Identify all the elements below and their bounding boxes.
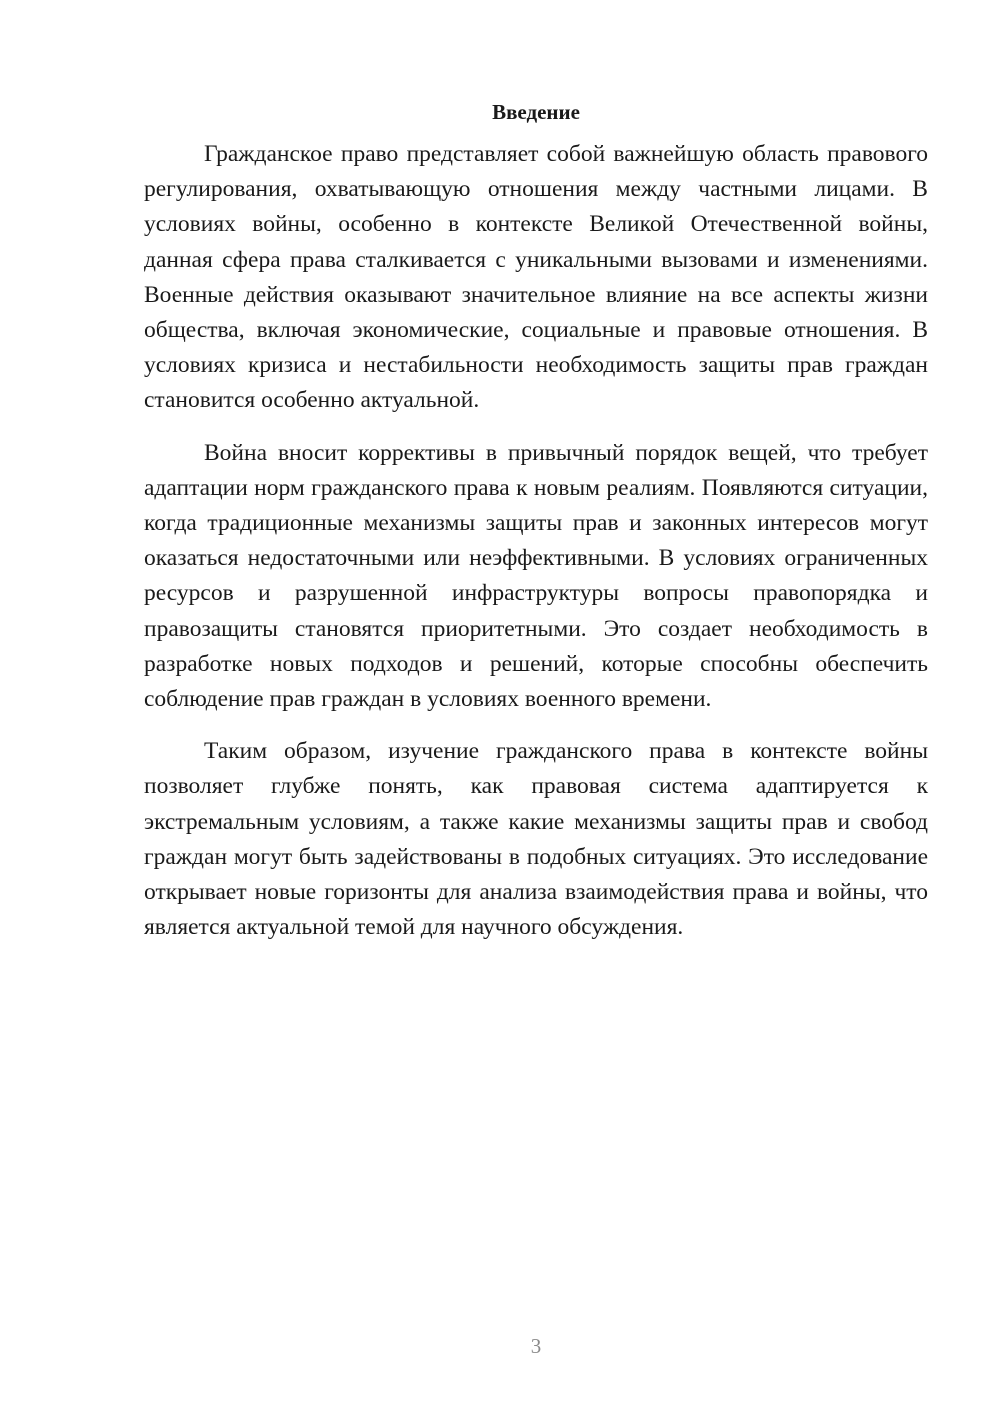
paragraph-3: Таким образом, изучение гражданского права в контексте войны позволяет глубже понять, как правовая система адаптируется к экстремальным условиям, а также какие механизмы защиты прав и свобод граждан могут быть задействованы в подобных ситуациях. Это исследование открывает новые горизонты для анализа взаимодействия права и войны, что является актуальной темой для научного обсуждения. xyxy=(144,738,928,941)
paragraph-1: Гражданское право представляет собой важнейшую область правового регулирования, охватывающую отношения между частными лицами. В условиях войны, особенно в контексте Великой Отечественной войны, данная сфера права сталкивается с уникальными вызовами и изменениями. Военные действия оказывают значительное влияние на все аспекты жизни общества, включая экономические, социальные и правовые отношения. В условиях кризиса и нестабильности необходимость защиты прав граждан становится особенно актуальной. xyxy=(144,141,928,414)
page-content xyxy=(144,97,928,945)
page-number: 3 xyxy=(530,1334,542,1358)
section-heading: Введение xyxy=(492,100,580,124)
paragraph-2: Война вносит коррективы в привычный порядок вещей, что требует адаптации норм гражданского права к новым реалиям. Появляются ситуации, когда традиционные механизмы защиты прав и законных интересов могут оказаться недостаточными или неэффективными. В условиях ограниченных ресурсов и разрушенной инфраструктуры вопросы правопорядка и правозащиты становятся приоритетными. Это создает необходимость в разработке новых подходов и решений, которые способны обеспечить соблюдение прав граждан в условиях военного времени. xyxy=(144,439,928,713)
